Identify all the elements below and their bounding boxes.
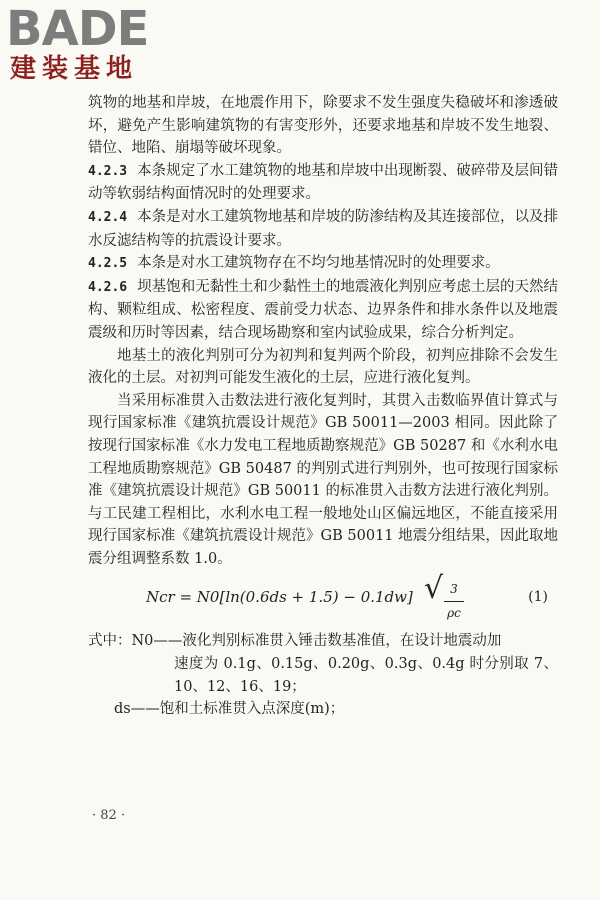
section-text: 本条是对水工建筑物地基和岸坡的防渗结构及其连接部位，以及排水反滤结构等的抗震设计要求。 [88, 208, 558, 249]
section-4-2-5 [88, 252, 558, 276]
definition-ds [88, 698, 558, 721]
section-4-2-6 [88, 276, 558, 345]
equation-number: (1) [528, 589, 548, 606]
fraction-denominator: ρc [447, 606, 461, 621]
brand-logo [6, 1, 149, 84]
section-text: 本条是对水工建筑物存在不均匀地基情况时的处理要求。 [137, 255, 500, 272]
formula-1 [88, 571, 558, 626]
section-4-2-3 [88, 160, 558, 206]
section-4-2-4 [88, 206, 558, 252]
section-number: 4.2.4 [88, 209, 128, 225]
variable-definitions [88, 630, 558, 720]
definition-n0-continuation: 速度为 0.1g、0.15g、0.20g、0.3g、0.4g 时分别取 7、10、12、16、19； [174, 656, 558, 695]
section-text: 坝基饱和无黏性土和少黏性土的地震液化判别应考虑土层的天然结构、颗粒组成、松密程度、震前受力状态、边界条件和排水条件以及地震震级和历时等因素，结合现场勘察和室内试验成果，综合分析判定。 [88, 278, 558, 341]
definition-label: 式中：N0—— [88, 633, 183, 650]
section-number: 4.2.3 [88, 163, 128, 179]
page-body [88, 92, 558, 721]
definition-text: 液化判别标准贯入锤击数基准值，在设计地震动加 [182, 633, 502, 650]
section-text: 本条规定了水工建筑物的地基和岸坡中出现断裂、破碎带及层间错动等软弱结构面情况时的处理要求。 [88, 162, 558, 203]
section-number: 4.2.5 [88, 256, 128, 272]
logo-subtitle: 建装基地 [10, 54, 139, 84]
paragraph-continuation: 筑物的地基和岸坡，在地震作用下，除要求不发生强度失稳破坏和渗透破坏，避免产生影响建筑物的有害变形外，还要求地基和岸坡不发生地裂、错位、地陷、崩塌等破坏现象。 [88, 95, 558, 157]
definition-n0 [88, 630, 558, 653]
paragraph-spt-method: 当采用标准贯入击数法进行液化复判时，其贯入击数临界值计算式与现行国家标准《建筑抗震设计规范》GB 50011—2003 相同。因此除了按现行国家标准《水力发电工程地质勘察规范》GB 50287 和《水利水电工程地质勘察规范》GB 50487 的判别式进行判别外，也可按现行国家标准《建筑抗震设计规范》GB 50011 的标准贯入击数方法进行液化判别。与工民建工程相比，水利水电工程一般地处山区偏远地区，不能直接采用现行国家标准《建筑抗震设计规范》GB 50011 地震分组结果，因此取地震分组调整系数 1.0。 [88, 392, 558, 567]
page-number: · 82 · [92, 808, 126, 823]
definition-label: ds—— [114, 701, 160, 718]
definition-text: 饱和土标准贯入点深度(m)； [159, 701, 345, 718]
sqrt-sign: √ [424, 571, 444, 607]
formula-expression: Ncr = N0[ln(0.6ds + 1.5) − 0.1dw] [146, 588, 413, 607]
paragraph-liquefaction: 地基土的液化判别可分为初判和复判两个阶段，初判应排除不会发生液化的土层。对初判可能发生液化的土层，应进行液化复判。 [88, 347, 558, 387]
section-number: 4.2.6 [88, 279, 128, 295]
logo-brand: BADE [6, 1, 149, 57]
fraction-numerator: 3 [444, 578, 464, 602]
formula-fraction [444, 578, 464, 624]
